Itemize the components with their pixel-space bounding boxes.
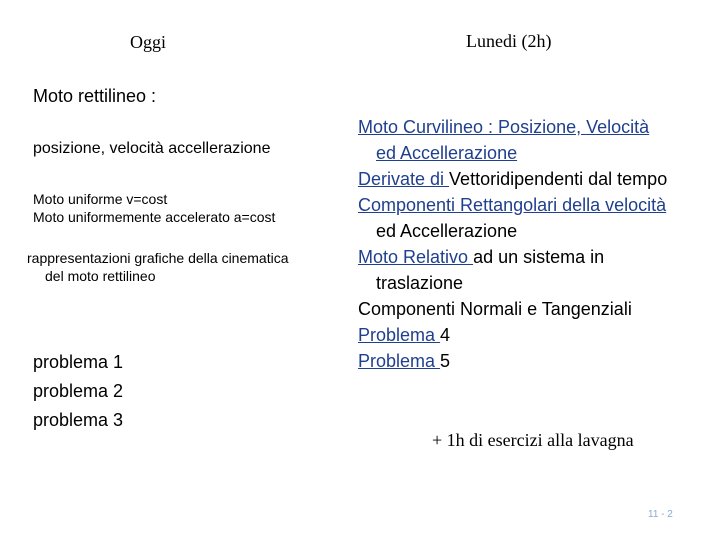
problem-1: problema 1 bbox=[33, 352, 124, 372]
link-problema-5[interactable]: Problema bbox=[358, 351, 441, 371]
graphs-block bbox=[27, 249, 288, 285]
derivatives-text: Vettoridipendenti dal tempo bbox=[449, 169, 668, 189]
problem-3: problema 3 bbox=[33, 410, 124, 430]
link-problema-4[interactable]: Problema bbox=[358, 325, 441, 345]
left-topic: posizione, velocità accellerazione bbox=[33, 140, 271, 157]
problem-4-number: 4 bbox=[440, 325, 451, 345]
item-derivatives bbox=[358, 166, 667, 192]
relative-cont-text: traslazione bbox=[376, 273, 464, 293]
link-derivate[interactable]: Derivate di bbox=[358, 169, 450, 189]
problem-list bbox=[33, 348, 123, 435]
item-rectangular-cont bbox=[358, 218, 667, 244]
left-title: Oggi bbox=[130, 32, 166, 52]
item-curvilinear-cont bbox=[358, 140, 667, 166]
left-heading: Moto rettilineo : bbox=[33, 86, 157, 106]
right-title: Lunedi (2h) bbox=[466, 31, 552, 51]
item-rectangular bbox=[358, 192, 667, 218]
motion-accelerated: Moto uniformemente accelerato a=cost bbox=[33, 209, 276, 225]
exercises-note: + 1h di esercizi alla lavagna bbox=[432, 430, 634, 450]
link-componenti-rettangolari[interactable]: Componenti Rettangolari della velocità bbox=[358, 195, 667, 215]
motion-list bbox=[33, 190, 275, 226]
item-normal-tangential bbox=[358, 296, 667, 322]
graphs-line-2: del moto rettilineo bbox=[45, 268, 156, 284]
item-relative bbox=[358, 244, 667, 270]
motion-uniform: Moto uniforme v=cost bbox=[33, 191, 168, 207]
right-list bbox=[358, 114, 667, 374]
problem-2: problema 2 bbox=[33, 381, 124, 401]
link-moto-curvilineo[interactable]: Moto Curvilineo : Posizione, Velocità bbox=[358, 117, 650, 137]
rectangular-cont-text: ed Accellerazione bbox=[376, 221, 518, 241]
item-curvilinear bbox=[358, 114, 667, 140]
item-problem-4 bbox=[358, 322, 667, 348]
graphs-line-1: rappresentazioni grafiche della cinematica bbox=[27, 250, 289, 266]
link-accellerazione-1[interactable]: ed Accellerazione bbox=[376, 143, 518, 163]
link-moto-relativo[interactable]: Moto Relativo bbox=[358, 247, 474, 267]
page-number: 11 - 2 bbox=[648, 509, 673, 520]
item-relative-cont bbox=[358, 270, 667, 296]
relative-text: ad un sistema in bbox=[473, 247, 605, 267]
item-problem-5 bbox=[358, 348, 667, 374]
normal-tangential-text: Componenti Normali e Tangenziali bbox=[358, 299, 632, 319]
problem-5-number: 5 bbox=[440, 351, 451, 371]
